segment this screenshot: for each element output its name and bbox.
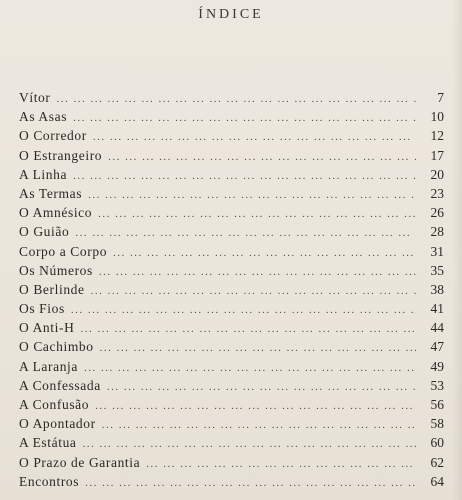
toc-entry — [19, 107, 444, 126]
entry-title: As Termas — [19, 185, 83, 201]
page-heading: ÍNDICE — [198, 7, 264, 22]
entry-page-number: 35 — [430, 262, 444, 278]
entry-page-number: 60 — [430, 435, 444, 451]
toc-entry — [19, 165, 444, 184]
entry-title: A Estátua — [19, 435, 77, 451]
toc-entry — [19, 184, 444, 203]
page-edge-shadow — [452, 0, 462, 500]
entry-page-number: 31 — [430, 243, 444, 259]
entry-title: O Guião — [19, 224, 70, 240]
entry-title: Encontros — [19, 473, 80, 489]
entry-page-number: 58 — [430, 416, 444, 432]
toc-entry — [19, 126, 444, 145]
entry-title: Corpo a Corpo — [19, 243, 108, 259]
entry-page-number: 26 — [430, 205, 444, 221]
toc-entry — [19, 299, 444, 318]
dot-leader — [85, 474, 416, 493]
entry-page-number: 12 — [430, 128, 444, 144]
toc-entry — [19, 472, 444, 491]
toc-entry — [19, 414, 444, 433]
entry-title: O Prazo de Garantia — [19, 454, 141, 470]
toc-entry — [19, 318, 444, 337]
entry-page-number: 62 — [430, 454, 444, 470]
table-of-contents — [19, 88, 444, 491]
entry-page-number: 53 — [430, 377, 444, 393]
toc-entry — [19, 88, 444, 107]
entry-title: Vítor — [19, 90, 51, 105]
entry-title: A Linha — [19, 166, 68, 182]
entry-title: O Apontador — [19, 416, 96, 432]
toc-entry — [19, 395, 444, 414]
entry-title: A Confessada — [19, 377, 101, 393]
entry-page-number: 7 — [437, 90, 444, 105]
entry-page-number: 23 — [430, 185, 444, 201]
entry-page-number: 20 — [430, 166, 444, 182]
entry-title: O Cachimbo — [19, 339, 94, 355]
toc-entry — [19, 357, 444, 376]
entry-page-number: 41 — [430, 301, 444, 317]
entry-page-number: 64 — [430, 473, 444, 489]
entry-title: As Asas — [19, 109, 68, 125]
entry-title: A Laranja — [19, 358, 78, 374]
entry-title: O Berlinde — [19, 281, 85, 297]
entry-title: O Estrangeiro — [19, 147, 103, 163]
entry-title: O Corredor — [19, 128, 87, 144]
entry-page-number: 49 — [430, 358, 444, 374]
toc-entry — [19, 453, 444, 472]
toc-entry — [19, 337, 444, 356]
entry-title: Os Fios — [19, 301, 65, 317]
entry-page-number: 10 — [430, 109, 444, 125]
entry-page-number: 28 — [430, 224, 444, 240]
toc-entry — [19, 242, 444, 261]
toc-entry — [19, 261, 444, 280]
toc-entry — [19, 146, 444, 165]
toc-entry — [19, 376, 444, 395]
entry-title: A Confusão — [19, 397, 90, 412]
entry-page-number: 38 — [430, 281, 444, 297]
entry-page-number: 56 — [430, 397, 444, 412]
toc-entry — [19, 222, 444, 241]
toc-entry — [19, 433, 444, 452]
entry-title: O Amnésico — [19, 205, 93, 221]
toc-entry — [19, 203, 444, 222]
entry-page-number: 44 — [430, 320, 444, 336]
toc-entry — [19, 280, 444, 299]
entry-title: O Anti-H — [19, 320, 75, 336]
entry-page-number: 47 — [430, 339, 444, 355]
entry-title: Os Números — [19, 262, 93, 278]
entry-page-number: 17 — [430, 147, 444, 163]
